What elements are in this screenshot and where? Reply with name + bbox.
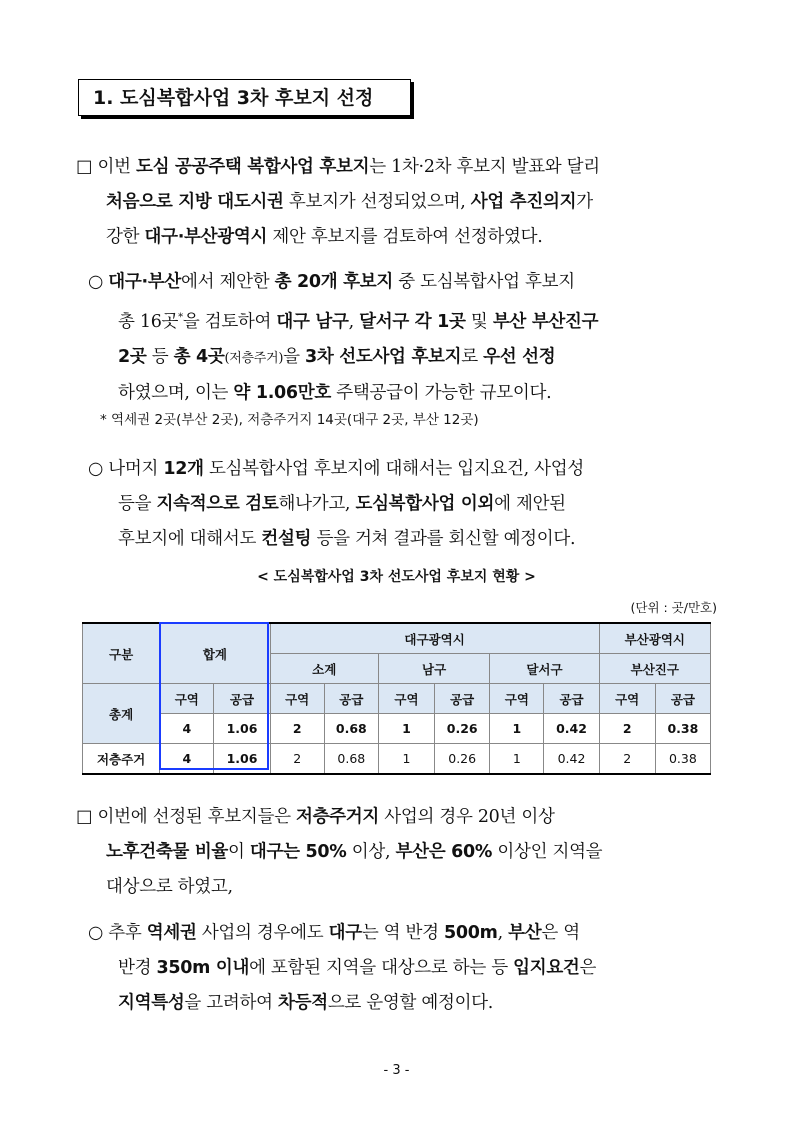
paragraph-4: □ 이번에 선정된 후보지들은 저층주거지 사업의 경우 20년 이상 노후건축물 비율이 대구는 50% 이상, 부산은 60% 이상인 지역을 대상으로 하였고,	[76, 807, 603, 897]
page-number: - 3 -	[383, 1063, 410, 1078]
table-unit: (단위 : 곳/만호)	[630, 600, 717, 615]
header-subtotal: 소계	[270, 654, 378, 684]
circle-bullet: ○	[88, 459, 103, 479]
paragraph-1: □ 이번 도심 공공주택 복합사업 후보지는 1차·2차 후보지 발표와 달리 처음으로 지방 대도시권 후보지가 선정되었으며, 사업 추진의지가 강한 대구·부산광역시 제안 후보지를 검토하여 선정하였다.	[76, 157, 600, 247]
header-total: 합계	[160, 623, 270, 684]
header-gubun: 구분	[83, 623, 160, 684]
square-bullet: □	[76, 807, 93, 827]
row-label-total: 총계	[83, 684, 160, 744]
table-title: < 도심복합사업 3차 선도사업 후보지 현황 >	[257, 569, 536, 585]
paragraph-5: ○ 추후 역세권 사업의 경우에도 대구는 역 반경 500m, 부산은 역 반경 350m 이내에 포함된 지역을 대상으로 하는 등 입지요건은 지역특성을 고려하여 차등적으로 운영할 예정이다.	[88, 923, 597, 1013]
header-busan: 부산광역시	[599, 623, 710, 654]
paragraph-3: ○ 나머지 12개 도심복합사업 후보지에 대해서는 입지요건, 사업성 등을 지속적으로 검토해나가고, 도심복합사업 이외에 제안된 후보지에 대해서도 컨설팅 등을 거쳐 결과를 회신할 예정이다.	[88, 459, 584, 549]
candidate-sites-table: 구분 합계 대구광역시 부산광역시 소계 남구 달서구 부산진구 총계 구역 공급 구역 공급 구역 공급 구역 공급 구역 공급 4 1.06 2 0.68 1 0.26 1 0.42 2 0.38 저층주거 4 1.06 2 0.68 1 0.26 1 0.42 2 0.38	[82, 622, 711, 775]
header-daegu: 대구광역시	[270, 623, 599, 654]
section-title: 1. 도심복합사업 3차 후보지 선정	[78, 79, 411, 116]
paragraph-2: ○ 대구·부산에서 제안한 총 20개 후보지 중 도심복합사업 후보지 총 16곳*을 검토하여 대구 남구, 달서구 각 1곳 및 부산 부산진구 2곳 등 총 4곳(저층주거)을 3차 선도사업 후보지로 우선 선정 하였으며, 이는 약 1.06만호 주택공급이 가능한 규모이다.	[88, 272, 599, 403]
circle-bullet: ○	[88, 923, 103, 943]
table-row-total: 4 1.06 2 0.68 1 0.26 1 0.42 2 0.38	[83, 714, 711, 744]
header-dalseo: 달서구	[490, 654, 599, 684]
footnote: * 역세권 2곳(부산 2곳), 저층주거지 14곳(대구 2곳, 부산 12곳)	[100, 412, 479, 428]
header-busanjin: 부산진구	[599, 654, 710, 684]
table-row-low-rise: 저층주거 4 1.06 2 0.68 1 0.26 1 0.42 2 0.38	[83, 744, 711, 775]
header-namgu: 남구	[378, 654, 489, 684]
square-bullet: □	[76, 157, 93, 177]
circle-bullet: ○	[88, 272, 103, 292]
